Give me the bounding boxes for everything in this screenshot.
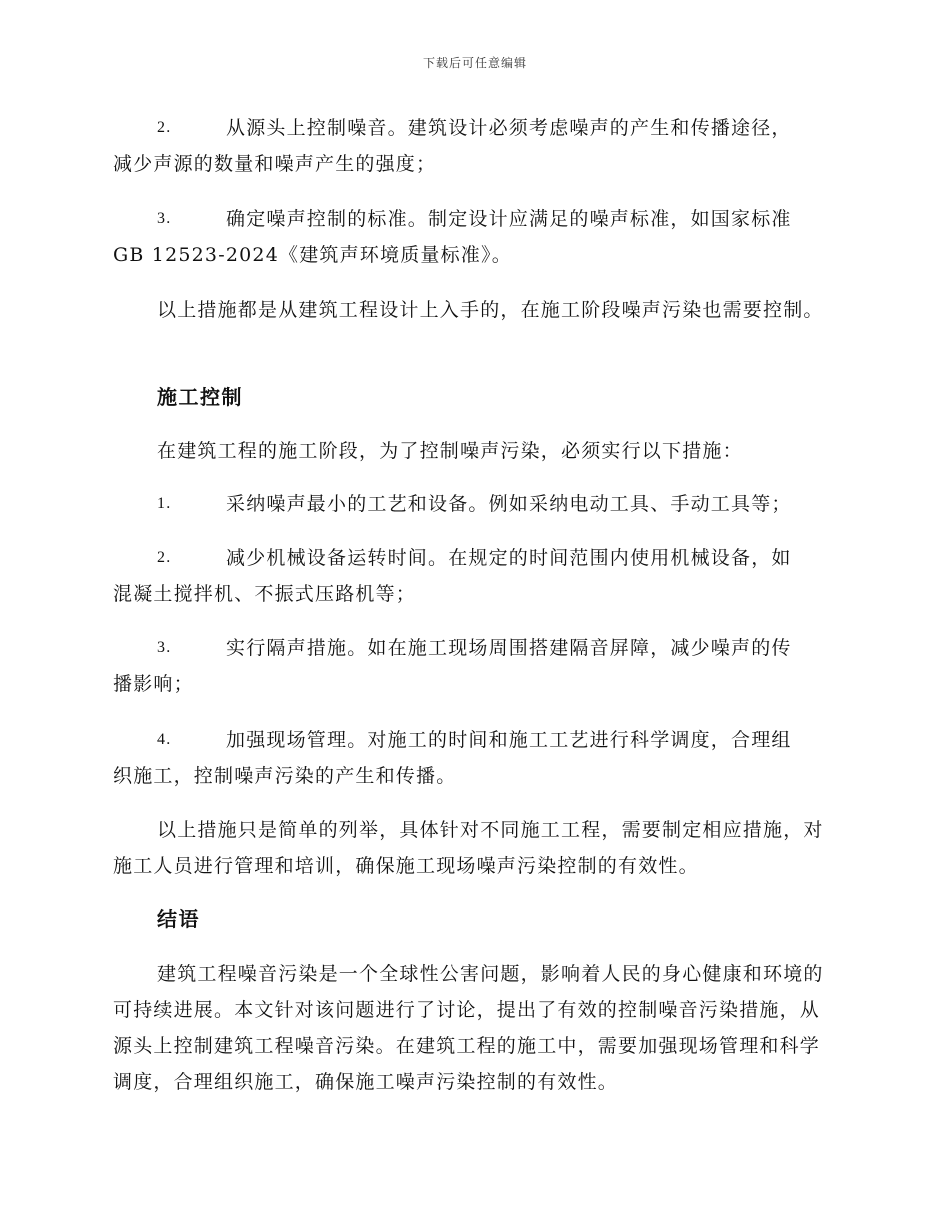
item-number: 3. [157,639,172,656]
item-number: 4. [157,731,172,748]
list-item [113,540,833,612]
item-number: 1. [157,495,172,512]
list-item [113,110,833,182]
item-text: 确定噪声控制的标准。制定设计应满足的噪声标准，如国家标准 [226,208,792,230]
paragraph-conclusion: 建筑工程噪音污染是一个全球性公害问题，影响着人民的身心健康和环境的可持续进展。本文针对该问题进行了讨论，提出了有效的控制噪音污染措施，从源头上控制建筑工程噪音污染。在建筑工程的施工中，需要加强现场管理和科学调度，合理组织施工，确保施工噪声污染控制的有效性。 [113,963,824,1093]
page-header: 下载后可任意编辑 [422,56,527,70]
list-item [113,630,833,702]
item-text-continued: 减少声源的数量和噪声产生的强度； [113,153,437,175]
paragraph-construction-intro: 在建筑工程的施工阶段，为了控制噪声污染，必须实行以下措施： [157,440,743,462]
item-text-continued: 混凝土搅拌机、不振式压路机等； [113,583,417,605]
paragraph-design-summary: 以上措施都是从建筑工程设计上入手的，在施工阶段噪声污染也需要控制。 [157,299,824,321]
list-item [113,722,833,794]
paragraph-construction-summary: 以上措施只是简单的列举，具体针对不同施工工程，需要制定相应措施，对施工人员进行管理和培训，确保施工现场噪声污染控制的有效性。 [113,819,824,877]
item-text: 采纳噪声最小的工艺和设备。例如采纳电动工具、手动工具等； [226,493,792,515]
item-text: 实行隔声措施。如在施工现场周围搭建隔音屏障，减少噪声的传 [226,637,792,659]
item-text-continued: GB 12523-2024《建筑声环境质量标准》。 [113,244,512,266]
list-item [113,201,833,273]
item-text: 减少机械设备运转时间。在规定的时间范围内使用机械设备，如 [226,547,792,569]
item-number: 2. [157,119,172,136]
list-item [113,486,833,522]
heading-conclusion: 结语 [157,907,200,931]
item-text-continued: 织施工，控制噪声污染的产生和传播。 [113,765,457,787]
item-number: 3. [157,210,172,227]
item-text-continued: 播影响； [113,673,194,695]
heading-construction-control: 施工控制 [157,385,243,409]
item-text: 加强现场管理。对施工的时间和施工工艺进行科学调度，合理组 [226,729,792,751]
item-text: 从源头上控制噪音。建筑设计必须考虑噪声的产生和传播途径， [226,117,792,139]
item-number: 2. [157,549,172,566]
